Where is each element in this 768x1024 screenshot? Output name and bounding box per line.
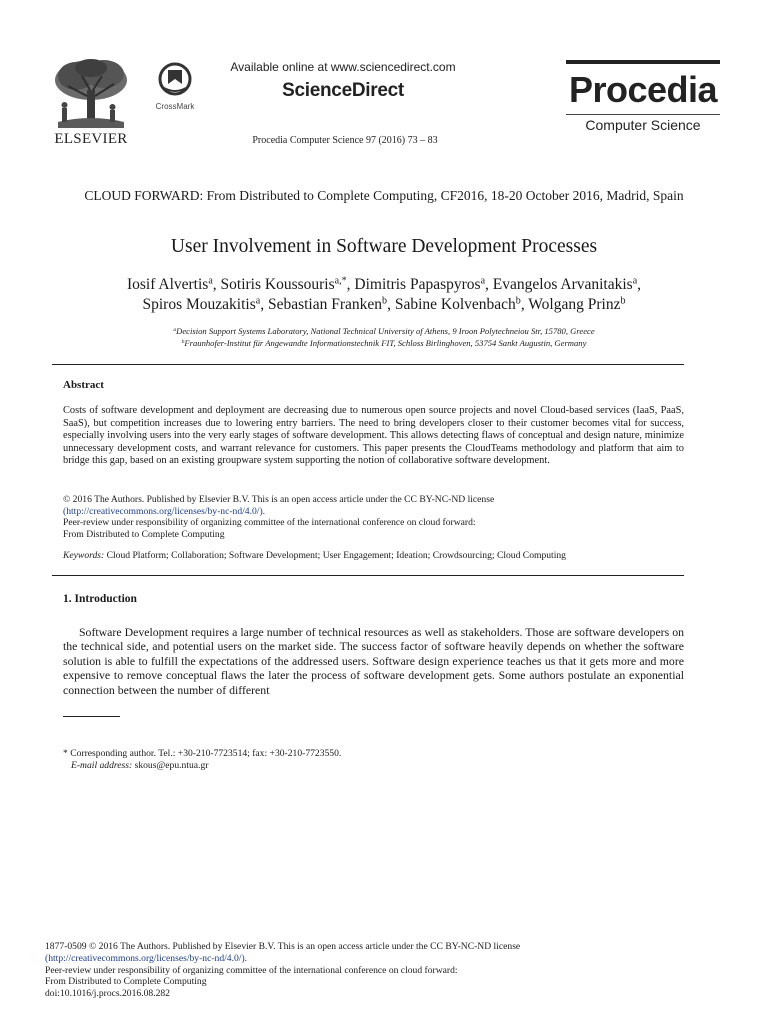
doi[interactable]: doi:10.1016/j.procs.2016.08.282	[45, 988, 170, 1000]
available-online-text: Available online at www.sciencedirect.com	[230, 60, 456, 74]
license-link[interactable]: (http://creativecommons.org/licenses/by-nc-nd/4.0/).	[63, 505, 266, 517]
author-separator: ,	[346, 276, 355, 293]
footnote	[63, 748, 684, 772]
affiliation-text: Fraunhofer-Institut für Angewandte Informationstechnik FIT, Schloss Birlinghoven, 53754 Sankt Augustin, Germany	[184, 338, 587, 348]
corresponding-author: * Corresponding author. Tel.: +30-210-7723514; fax: +30-210-7723550.	[63, 748, 342, 759]
author-list	[50, 275, 718, 315]
sciencedirect-logo: ScienceDirect	[282, 80, 404, 101]
author-affiliation-mark: b	[382, 295, 388, 307]
email-label: E-mail address:	[71, 760, 133, 771]
author: Sebastian Franken	[267, 296, 383, 313]
crossmark-badge[interactable]	[150, 62, 200, 110]
author: Evangelos Arvanitakis	[492, 276, 633, 293]
bottom-publication-info	[45, 941, 725, 1000]
procedia-name: Procedia	[568, 69, 718, 110]
abstract-heading: Abstract	[63, 379, 104, 391]
license-link[interactable]: (http://creativecommons.org/licenses/by-nc-nd/4.0/).	[45, 952, 248, 964]
procedia-divider	[566, 114, 720, 115]
author: Sotiris Koussouris	[220, 276, 335, 293]
author-affiliation-mark: b	[620, 295, 626, 307]
journal-reference: Procedia Computer Science 97 (2016) 73 – 83	[252, 135, 438, 146]
abstract-body: Costs of software development and deployment are decreasing due to numerous open source projects and novel Cloud-based services (IaaS, PaaS, SaaS), but competition increases due to lowering entry barriers. The need to bring developers closer to their customer becomes vital for success, especially involving users into the very early stages of software development. This allows detecting flaws of conceptual and design nature, minimize unnecessary development costs, and warrant relevance for customers. This paper presents the CloudTeams methodology and platform that aim to bridge this gap, based on an existing groupware system supporting the notion of collaborative software development.	[63, 405, 684, 467]
author: Iosif Alvertis	[126, 276, 209, 293]
keywords	[63, 550, 684, 562]
procedia-logo	[566, 60, 720, 136]
peer-review-line: From Distributed to Complete Computing	[45, 976, 207, 988]
abstract-top-rule	[52, 364, 684, 365]
author: Dimitris Papaspyros	[354, 276, 481, 293]
issn-license-line: 1877-0509 © 2016 The Authors. Published by Elsevier B.V. This is an open access article under the CC BY-NC-ND license	[45, 941, 521, 952]
section-heading: 1. Introduction	[63, 593, 137, 605]
author-affiliation-mark: b	[515, 295, 521, 307]
abstract-bottom-rule	[52, 575, 684, 576]
author-separator: ,	[485, 276, 493, 293]
author-separator: ,	[637, 276, 642, 293]
author: Wolgang Prinz	[528, 296, 621, 313]
keywords-label: Keywords:	[63, 550, 105, 561]
author-affiliation-mark: a	[208, 275, 213, 287]
affiliation-b	[60, 337, 708, 349]
peer-review-line: Peer-review under responsibility of organizing committee of the international conference on cloud forward:	[63, 517, 476, 529]
email-address: skous@epu.ntua.gr	[132, 760, 209, 771]
license-notice	[63, 494, 684, 540]
author-affiliation-mark: a	[255, 295, 261, 307]
license-line: © 2016 The Authors. Published by Elsevier B.V. This is an open access article under the CC BY-NC-ND license	[63, 494, 495, 505]
author-affiliation-mark: a	[480, 275, 486, 287]
keywords-list: Cloud Platform; Collaboration; Software Development; User Engagement; Ideation; Crowdsourcing; Cloud Computing	[104, 550, 566, 561]
author-separator: ,	[387, 296, 395, 313]
author-separator: ,	[212, 276, 221, 293]
affiliation-text: Decision Support Systems Laboratory, National Technical University of Athens, 9 Iroon Polytechneiou Str, 15780, Greece	[176, 326, 595, 336]
affiliation-a	[60, 325, 708, 337]
affiliation-mark: a	[173, 326, 177, 333]
peer-review-line: From Distributed to Complete Computing	[63, 528, 225, 540]
footnote-rule	[63, 716, 120, 717]
author-affiliation-mark: a	[632, 275, 638, 287]
tree-illustration	[46, 56, 136, 132]
conference-name: CLOUD FORWARD: From Distributed to Complete Computing, CF2016, 18-20 October 2016, Madrid, Spain	[84, 188, 684, 203]
affiliation-mark: b	[181, 338, 185, 345]
author: Sabine Kolvenbach	[394, 296, 516, 313]
procedia-top-bar	[566, 60, 720, 64]
author-separator: ,	[260, 296, 268, 313]
author-affiliation-mark: a,*	[334, 275, 347, 287]
elsevier-wordmark: ELSEVIER	[54, 131, 128, 147]
crossmark-label: CrossMark	[155, 102, 195, 111]
peer-review-line: Peer-review under responsibility of organizing committee of the international conference on cloud forward:	[45, 964, 458, 976]
introduction-paragraph: Software Development requires a large number of technical resources as well as stakeholders. Those are software developers on the technical side, and potential users on the market side. The success factor of software heavily depends on whether the software solution is able to fulfill the expectations of the addressed users. Software design experience teaches us that it gets more and more expensive to remove conceptual flaws the later the process of software development gets. Some authors postulate an exponential connection between the number of different	[63, 625, 684, 697]
crossmark-icon	[158, 62, 192, 96]
procedia-subtitle: Computer Science	[585, 117, 701, 133]
author-separator: ,	[520, 296, 529, 313]
affiliations	[60, 325, 708, 349]
paper-title: User Involvement in Software Development Processes	[170, 236, 598, 257]
author: Spiros Mouzakitis	[142, 296, 256, 313]
